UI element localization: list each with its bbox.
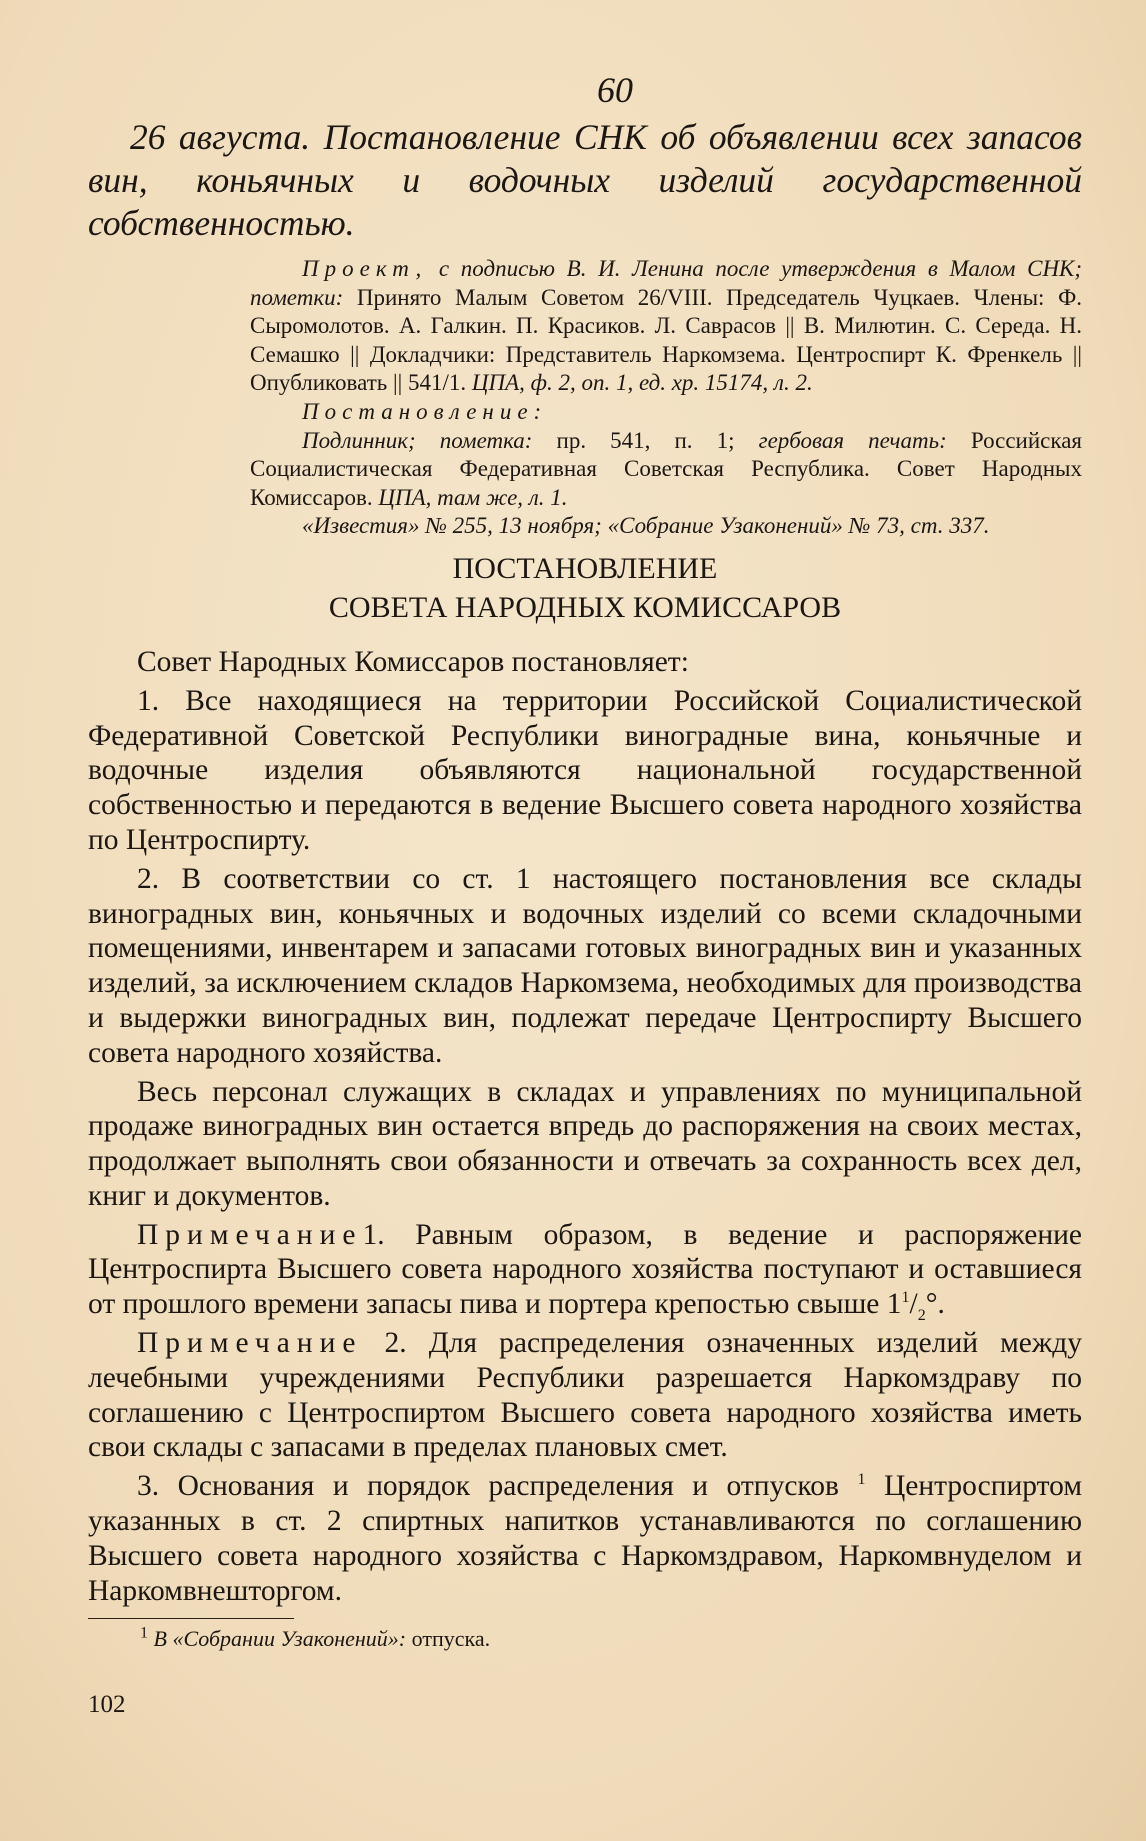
footnote-mark: 1	[140, 1625, 148, 1643]
body-article-1: 1. Все находящиеся на территории Российской Социалистической Федеративной Советской Республики виноградные вина, коньячные и водочные изделия объявляются национальной государственной собственностью и передаются в ведение Высшего совета народного хозяйства по Центроспирту.	[88, 684, 1082, 856]
archival-note-draft	[250, 255, 1082, 398]
archival-note-resolution	[250, 398, 1082, 427]
resolution-title	[88, 549, 1082, 627]
title-line-1: ПОСТАНОВЛЕНИЕ	[452, 551, 718, 585]
note-1-fraction-numerator: 1	[901, 1289, 910, 1307]
original-label: Подлинник; пометка:	[302, 427, 557, 453]
archival-note-original	[250, 427, 1082, 513]
body-article-3	[88, 1469, 1082, 1608]
footnote-source: В «Собрании Узаконений»:	[148, 1626, 412, 1652]
body-note-1	[88, 1218, 1082, 1325]
book-page	[88, 70, 1082, 1719]
resolution-label: Постановление:	[302, 398, 548, 424]
body-intro: Совет Народных Комиссаров постановляет:	[137, 645, 689, 678]
note-1-fraction-slash: /	[909, 1288, 918, 1321]
draft-archive-ref: ЦПА, ф. 2, оп. 1, ед. хр. 15174, л. 2.	[471, 370, 813, 396]
original-archive-ref: ЦПА, там же, л. 1.	[378, 484, 568, 510]
body-article-2: 2. В соответствии со ст. 1 настоящего постановления все склады виноградных вин, коньячных и водочных изделий со всеми складочными помещениями, инвентарем и запасами готовых виноградных вин и указанных изделий, за исключением складов Наркомзема, необходимых для производства и выдержки виноградных вин, подлежат передаче Центроспирту Высшего совета народного хозяйства.	[88, 862, 1082, 1069]
document-headline: 26 августа. Постановление СНК об объявлении всех запасов вин, коньячных и водочных изделий государственной собственностью.	[88, 117, 1082, 243]
draft-description: с подписью В. И. Ленина после утверждения в Малом СНК; пометки:	[250, 256, 1082, 310]
archival-notes	[250, 255, 1082, 541]
note-1-fraction-denominator: 2	[917, 1307, 926, 1325]
document-number: 60	[597, 70, 633, 110]
seal-text: Российская Социалистическая Федеративная Советская Республика. Совет Народных Комиссаров.	[250, 427, 1082, 510]
footnote-ref-mark: 1	[857, 1471, 866, 1489]
seal-label: гербовая печать:	[758, 427, 971, 453]
note-1-label: Примечание	[137, 1218, 363, 1251]
article-3-end: Центроспиртом указанных в ст. 2 спиртных напитков устанавливаются по соглашению Высшего совета народного хозяйства с Наркомздравом, Наркомвнуделом и Наркомвнешторгом.	[88, 1470, 1083, 1607]
note-1-end: °.	[925, 1288, 945, 1321]
body-staff-paragraph: Весь персонал служащих в складах и управлениях по муниципальной продаже виноградных вин остается впредь до распоряжения на своих местах, продолжает выполнять свои обязанности и отвечать за сохранность всех дел, книг и документов.	[88, 1075, 1082, 1212]
resolution-body	[88, 645, 1082, 1609]
footnote-divider	[88, 1618, 294, 1619]
body-note-2	[88, 1326, 1082, 1465]
note-1-text: 1. Равным образом, в ведение и распоряжение Центроспирта Высшего совета народного хозяйства поступают и оставшиеся от прошлого времени запасы пива и портера крепостью свыше 1	[88, 1218, 1082, 1321]
footnote-text: отпуска.	[411, 1626, 491, 1652]
note-2-text: 2. Для распределения означенных изделий между лечебными учреждениями Республики разрешается Наркомздраву по соглашению с Центроспиртом Высшего совета народного хозяйства иметь свои склады с запасами в пределах плановых смет.	[88, 1327, 1082, 1464]
footnote	[88, 1625, 1082, 1653]
note-2-label: Примечание	[137, 1327, 363, 1360]
archival-note-publication: «Известия» № 255, 13 ноября; «Собрание Узаконений» № 73, ст. 337.	[302, 513, 990, 539]
draft-label: Проект,	[302, 256, 428, 281]
title-line-2: СОВЕТА НАРОДНЫХ КОМИССАРОВ	[328, 590, 842, 624]
page-number: 102	[88, 1691, 126, 1719]
original-marking: пр. 541, п. 1;	[556, 427, 759, 453]
article-3-start: 3. Основания и порядок распределения и отпусков	[137, 1470, 839, 1503]
draft-markings: Принято Малым Советом 26/VIII. Председатель Чуцкаев. Члены: Ф. Сыромолотов. А. Галкин. П. Красиков. Л. Саврасов || В. Милютин. С. Середа. Н. Семашко || Докладчики: Представитель Наркомзема. Центроспирт К. Френкель || Опубликовать || 541/1.	[250, 284, 1082, 396]
